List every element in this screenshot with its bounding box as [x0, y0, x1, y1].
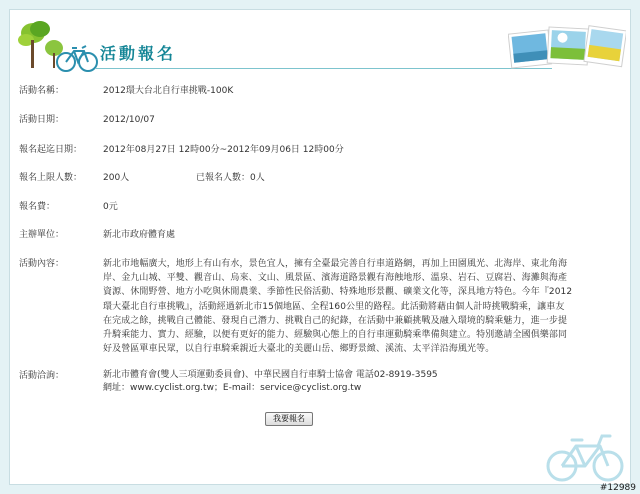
header: [10, 10, 630, 76]
registration-fee-value: 0元: [103, 202, 118, 212]
registered-count-label: 已報名人數：: [196, 173, 251, 183]
registration-limit-label: 報名上限人數：: [19, 173, 83, 183]
inquiry-label: 活動洽詢：: [19, 371, 65, 381]
activity-name-label: 活動名稱：: [19, 86, 65, 96]
inquiry-contact-line: 網址：www.cyclist.org.tw；E-mail：service@cyclist.org.tw: [103, 383, 362, 393]
host-label: 主辦單位：: [19, 230, 65, 240]
photo-cards-icon: [508, 22, 626, 74]
host-value: 新北市政府體育處: [103, 230, 176, 240]
register-button[interactable]: 我要報名: [265, 412, 313, 426]
tree-bike-logo-icon: [18, 18, 98, 74]
activity-date-label: 活動日期：: [19, 115, 65, 125]
registration-period-value: 2012年08月27日 12時00分~2012年09月06日 12時00分: [103, 145, 344, 155]
activity-date-value: 2012/10/07: [103, 115, 155, 125]
activity-name-value: 2012環大台北自行車挑戰-100K: [103, 86, 234, 96]
page-title: 活動報名: [100, 44, 177, 63]
content-description: 新北市地幅廣大，地形上有山有水，景色宜人，擁有全臺最完善自行車道路網，再加上田園風光、北海岸、東北角海岸、金九山城、平雙、觀音山、烏來、文山、風景區、濱海道路景觀有海蝕地形、溫泉、岩石、豆腐岩、海灘與海產資源、休閒野營、地方小吃與休閒農業、季節性民俗活動、特殊地形景觀、礦業文化等，深具地方特色。今年『2012環大臺北自行車挑戰』，活動經過新北市15個地區、全程160公里的路程。此活動將藉由個人計時挑戰騎乘，讓車友在完成之餘，挑戰自己體能、發現自己潛力、挑戰自己的紀錄，在活動中兼顧挑戰及融入環境的騎乘魅力，進一步提升騎乘能力、實力、經驗，以便有更好的能力、經驗與心態上的自行車運動騎乘準備與建立。特別邀請全國俱樂部同好及營區單車民眾，以自行車騎乘親近大臺北的美麗山岳、鄉野景緻、溪流、太平洋沿海風光等。: [103, 259, 573, 355]
registration-limit-value: 200人: [103, 173, 130, 183]
header-divider: [96, 68, 552, 69]
inquiry-info: [103, 369, 438, 395]
bicycle-icon: [540, 430, 630, 484]
image-id-watermark: #12989: [599, 483, 636, 493]
registration-fee-label: 報名費：: [19, 202, 56, 212]
registered-count: [196, 171, 265, 185]
content-label: 活動內容：: [19, 259, 65, 269]
inquiry-org-line: 新北市體育會(雙人三項運動委員會)、中華民國自行車騎士協會 電話02-8919-3595: [103, 370, 438, 380]
registration-period-label: 報名起迄日期：: [19, 145, 83, 155]
registration-card: [9, 9, 631, 485]
registered-count-value: 0人: [250, 173, 265, 183]
